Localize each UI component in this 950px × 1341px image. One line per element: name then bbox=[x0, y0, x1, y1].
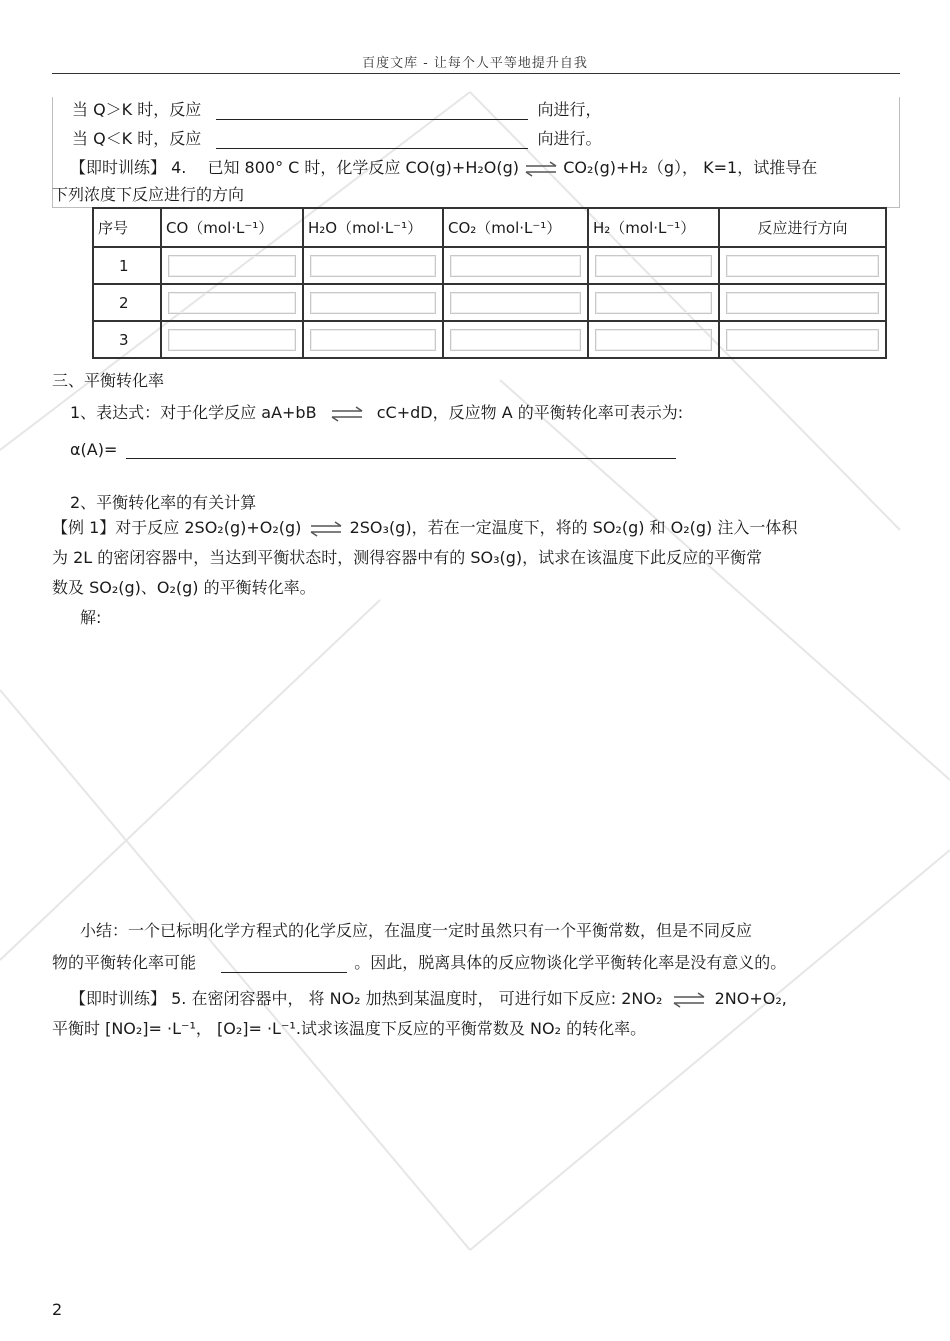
table-cell bbox=[588, 284, 719, 321]
input-box[interactable] bbox=[310, 329, 436, 351]
section-3-heading: 三、平衡转化率 bbox=[52, 371, 165, 390]
drill-4-text-c: 下列浓度下反应进行的方向 bbox=[52, 185, 245, 204]
blank-field[interactable] bbox=[216, 101, 528, 120]
input-box[interactable] bbox=[726, 329, 879, 351]
table-row bbox=[93, 247, 886, 284]
table-row bbox=[93, 321, 886, 358]
expression-text-b: cC+dD，反应物 A 的平衡转化率可表示为: bbox=[376, 403, 684, 422]
example-1-text-b: 2SO₃(g)，若在一定温度下，将的 SO₂(g) 和 O₂(g) 注入一体积 bbox=[349, 518, 798, 537]
header-cell-direction: 反应进行方向 bbox=[719, 208, 886, 247]
example-1-text-a: 【例 1】对于反应 2SO₂(g)+O₂(g) bbox=[52, 518, 302, 537]
table-cell bbox=[588, 247, 719, 284]
table-cell bbox=[588, 321, 719, 358]
input-box[interactable] bbox=[310, 255, 436, 277]
drill-5-line-a bbox=[70, 986, 787, 1009]
drill-5-text-a: 【即时训练】 5. 在密闭容器中， 将 NO₂ 加热到某温度时， 可进行如下反应: 2NO₂ bbox=[70, 989, 663, 1008]
summary-b-prefix: 物的平衡转化率可能 bbox=[52, 953, 197, 972]
table-cell bbox=[719, 321, 886, 358]
table-header-row bbox=[93, 208, 886, 247]
table-cell bbox=[303, 284, 443, 321]
alpha-label: α(A)= bbox=[70, 440, 118, 459]
row-index: 1 bbox=[93, 247, 161, 284]
header-cell-co: CO（mol·L⁻¹） bbox=[161, 208, 303, 247]
calc-heading: 2、平衡转化率的有关计算 bbox=[70, 493, 257, 512]
table-cell bbox=[719, 284, 886, 321]
blank-field[interactable] bbox=[216, 130, 528, 149]
drill-4-text-a: 已知 800° C 时，化学反应 CO(g)+H₂O(g) bbox=[207, 158, 520, 177]
equilibrium-arrow-icon bbox=[309, 520, 343, 538]
drill-4-label: 【即时训练】 4. bbox=[70, 158, 187, 177]
summary-line-b bbox=[52, 950, 786, 973]
table-cell bbox=[443, 284, 588, 321]
header-cell-co2: CO₂（mol·L⁻¹） bbox=[443, 208, 588, 247]
input-box[interactable] bbox=[450, 255, 581, 277]
summary-b-suffix: 。因此，脱离具体的反应物谈化学平衡转化率是没有意义的。 bbox=[354, 953, 787, 972]
input-box[interactable] bbox=[310, 292, 436, 314]
concentration-table bbox=[92, 207, 887, 359]
table-cell bbox=[161, 247, 303, 284]
drill-4-text-b: CO₂(g)+H₂（g）， K=1，试推导在 bbox=[563, 158, 818, 177]
summary-line-a: 小结：一个已标明化学方程式的化学反应，在温度一定时虽然只有一个平衡常数，但是不同反应 bbox=[80, 921, 753, 940]
table-cell bbox=[719, 247, 886, 284]
alpha-line bbox=[70, 440, 676, 459]
table-row bbox=[93, 284, 886, 321]
input-box[interactable] bbox=[726, 292, 879, 314]
header-divider bbox=[52, 73, 900, 74]
example-1-line-c: 为 2L 的密闭容器中，当达到平衡状态时，测得容器中有的 SO₃(g)，试求在该温度下此反应的平衡常 bbox=[52, 548, 763, 567]
input-box[interactable] bbox=[168, 255, 296, 277]
equilibrium-arrow-icon bbox=[330, 405, 364, 423]
table-cell bbox=[303, 247, 443, 284]
row-index: 3 bbox=[93, 321, 161, 358]
equilibrium-arrow-icon bbox=[524, 160, 558, 178]
q-greater-k-suffix: 向进行， bbox=[537, 100, 602, 119]
table-cell bbox=[443, 321, 588, 358]
alpha-blank[interactable] bbox=[126, 440, 676, 459]
header-cell-index: 序号 bbox=[93, 208, 161, 247]
expression-line bbox=[70, 400, 683, 423]
input-box[interactable] bbox=[595, 292, 712, 314]
row-index: 2 bbox=[93, 284, 161, 321]
summary-blank[interactable] bbox=[221, 954, 347, 973]
q-less-k-suffix: 向进行。 bbox=[537, 129, 602, 148]
table-cell bbox=[161, 321, 303, 358]
q-greater-k-prefix: 当 Q＞K 时，反应 bbox=[72, 100, 202, 119]
drill-4-line bbox=[70, 155, 817, 178]
input-box[interactable] bbox=[450, 292, 581, 314]
page-header: 百度文库 - 让每个人平等地提升自我 bbox=[362, 56, 588, 71]
drill-5-line-c: 平衡时 [NO₂]= ·L⁻¹， [O₂]= ·L⁻¹.试求该温度下反应的平衡常数及 NO₂ 的转化率。 bbox=[52, 1019, 647, 1038]
input-box[interactable] bbox=[168, 329, 296, 351]
input-box[interactable] bbox=[726, 255, 879, 277]
page-number: 2 bbox=[52, 1300, 63, 1319]
input-box[interactable] bbox=[595, 329, 712, 351]
example-1-line-a bbox=[52, 515, 797, 538]
q-less-k-prefix: 当 Q＜K 时，反应 bbox=[72, 129, 202, 148]
table-cell bbox=[161, 284, 303, 321]
input-box[interactable] bbox=[595, 255, 712, 277]
table-cell bbox=[303, 321, 443, 358]
q-greater-k-line bbox=[72, 97, 601, 120]
header-cell-h2: H₂（mol·L⁻¹） bbox=[588, 208, 719, 247]
q-less-k-line bbox=[72, 126, 601, 149]
example-1-line-d: 数及 SO₂(g)、O₂(g) 的平衡转化率。 bbox=[52, 578, 316, 597]
equilibrium-arrow-icon bbox=[672, 991, 706, 1009]
solution-label: 解: bbox=[80, 608, 102, 627]
expression-text-a: 1、表达式：对于化学反应 aA+bB bbox=[70, 403, 317, 422]
input-box[interactable] bbox=[450, 329, 581, 351]
header-cell-h2o: H₂O（mol·L⁻¹） bbox=[303, 208, 443, 247]
input-box[interactable] bbox=[168, 292, 296, 314]
drill-5-text-b: 2NO+O₂, bbox=[714, 989, 787, 1008]
table-cell bbox=[443, 247, 588, 284]
